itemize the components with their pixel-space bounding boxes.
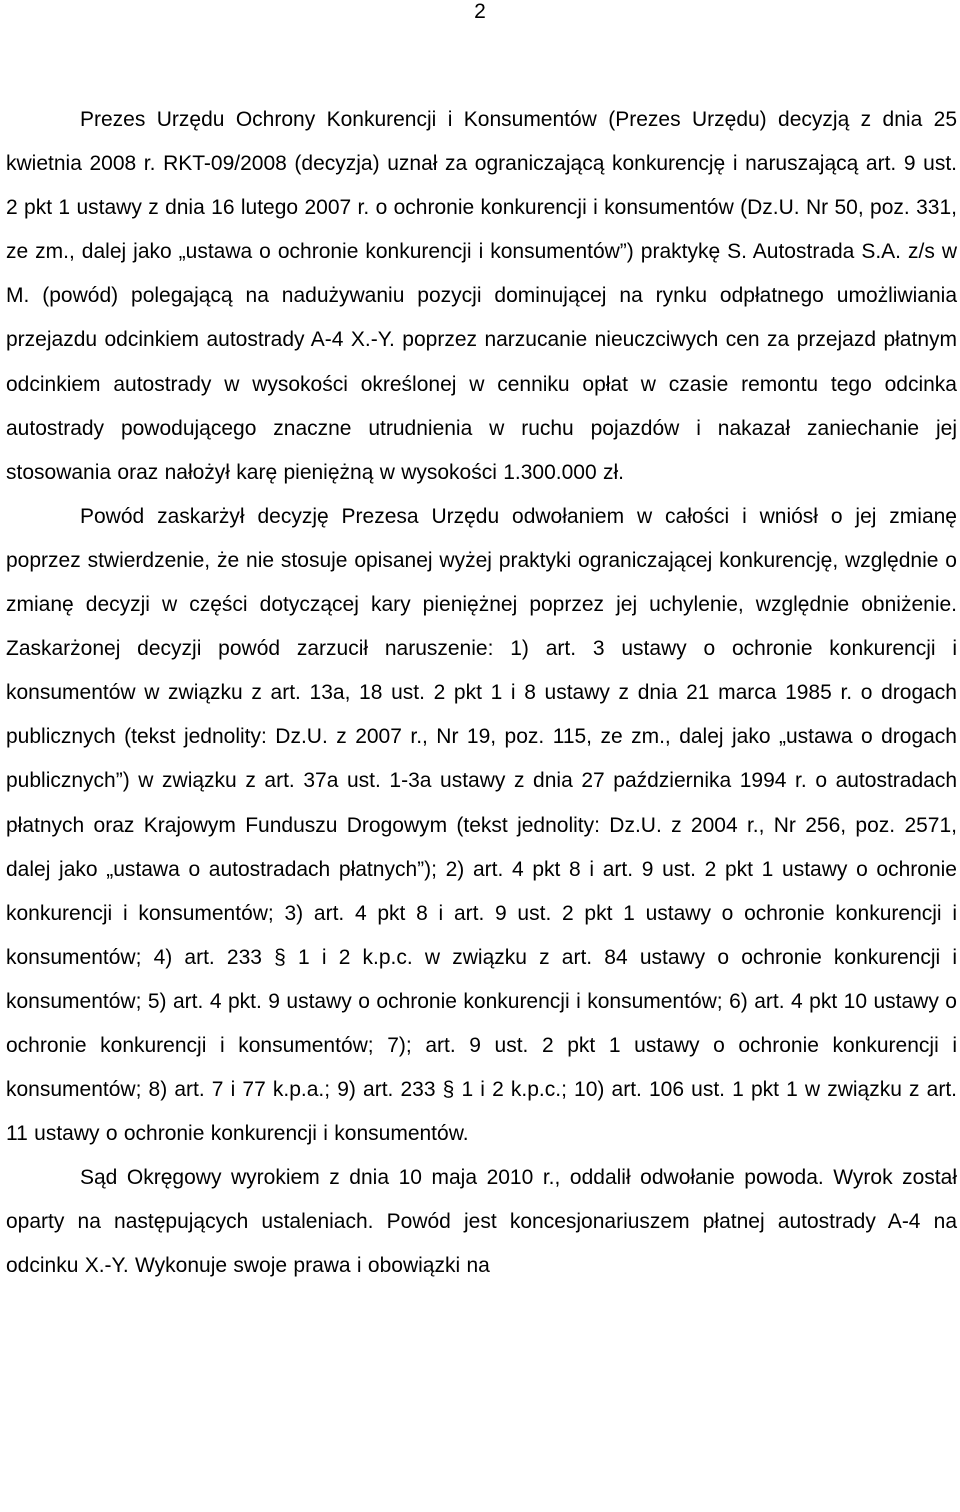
page-number: 2 — [474, 0, 486, 23]
paragraph-decision: Prezes Urzędu Ochrony Konkurencji i Konsumentów (Prezes Urzędu) decyzją z dnia 25 kwietnia 2008 r. RKT-09/2008 (decyzja) uznał za ograniczającą konkurencję i naruszającą art. 9 ust. 2 pkt 1 ustawy z dnia 16 lutego 2007 r. o ochronie konkurencji i konsumentów (Dz.U. Nr 50, poz. 331, ze zm., dalej jako „ustawa o ochronie konkurencji i konsumentów”) praktykę S. Autostrada S.A. z/s w M. (powód) polegającą na nadużywaniu pozycji dominującej na rynku odpłatnego umożliwiania przejazdu odcinkiem autostrady A-4 X.-Y. poprzez narzucanie nieuczciwych cen za przejazd płatnym odcinkiem autostrady w wysokości określonej w cenniku opłat w czasie remontu tego odcinka autostrady powodującego znaczne utrudnienia w ruchu pojazdów i nakazał zaniechanie jej stosowania oraz nałożył karę pieniężną w wysokości 1.300.000 zł. — [6, 108, 957, 484]
document-body — [6, 98, 957, 1289]
paragraph-judgment: Sąd Okręgowy wyrokiem z dnia 10 maja 2010 r., oddalił odwołanie powoda. Wyrok został oparty na następujących ustaleniach. Powód jest koncesjonariuszem płatnej autostrady A-4 na odcinku X.-Y. Wykonuje swoje prawa i obowiązki na — [6, 1166, 957, 1278]
paragraph-appeal: Powód zaskarżył decyzję Prezesa Urzędu odwołaniem w całości i wniósł o jej zmianę poprzez stwierdzenie, że nie stosuje opisanej wyżej praktyki ograniczającej konkurencję, względnie o zmianę decyzji w części dotyczącej kary pieniężnej poprzez jej uchylenie, względnie obniżenie. Zaskarżonej decyzji powód zarzucił naruszenie: 1) art. 3 ustawy o ochronie konkurencji i konsumentów w związku z art. 13a, 18 ust. 2 pkt 1 i 8 ustawy z dnia 21 marca 1985 r. o drogach publicznych (tekst jednolity: Dz.U. z 2007 r., Nr 19, poz. 115, ze zm., dalej jako „ustawa o drogach publicznych”) w związku z art. 37a ust. 1-3a ustawy z dnia 27 października 1994 r. o autostradach płatnych oraz Krajowym Funduszu Drogowym (tekst jednolity: Dz.U. z 2004 r., Nr 256, poz. 2571, dalej jako „ustawa o autostradach płatnych”); 2) art. 4 pkt 8 i art. 9 ust. 2 pkt 1 ustawy o ochronie konkurencji i konsumentów; 3) art. 4 pkt 8 i art. 9 ust. 2 pkt 1 ustawy o ochronie konkurencji i konsumentów; 4) art. 233 § 1 i 2 k.p.c. w związku z art. 84 ustawy o ochronie konkurencji i konsumentów; 5) art. 4 pkt. 9 ustawy o ochronie konkurencji i konsumentów; 6) art. 4 pkt 10 ustawy o ochronie konkurencji i konsumentów; 7); art. 9 ust. 2 pkt 1 ustawy o ochronie konkurencji i konsumentów; 8) art. 7 i 77 k.p.a.; 9) art. 233 § 1 i 2 k.p.c.; 10) art. 106 ust. 1 pkt 1 w związku z art. 11 ustawy o ochronie konkurencji i konsumentów. — [6, 504, 957, 1146]
